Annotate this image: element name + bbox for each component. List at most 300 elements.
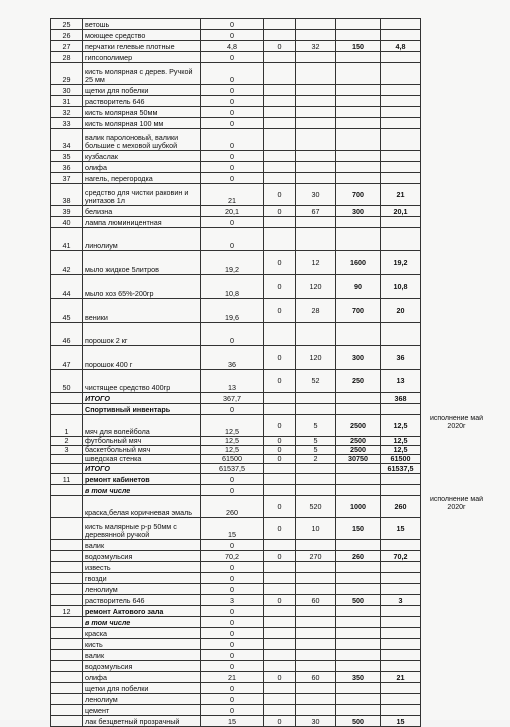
col-5 xyxy=(296,661,336,672)
col-7: 36 xyxy=(381,346,421,370)
table-row xyxy=(51,41,493,52)
row-number: 50 xyxy=(51,370,83,393)
col-6: 350 xyxy=(336,672,381,683)
quantity: 13 xyxy=(201,370,264,393)
note xyxy=(421,540,493,551)
quantity: 3 xyxy=(201,595,264,606)
quantity: 15 xyxy=(201,518,264,540)
row-number xyxy=(51,562,83,573)
item-name: нагель, перегородка xyxy=(83,173,201,184)
col-6 xyxy=(336,639,381,650)
col-4 xyxy=(264,129,296,151)
note xyxy=(421,173,493,184)
row-number: 42 xyxy=(51,251,83,275)
col-7: 21 xyxy=(381,672,421,683)
quantity: 0 xyxy=(201,19,264,30)
col-7 xyxy=(381,661,421,672)
quantity: 21 xyxy=(201,184,264,206)
col-7 xyxy=(381,650,421,661)
row-number: 12 xyxy=(51,606,83,617)
note xyxy=(421,661,493,672)
col-7: 15 xyxy=(381,518,421,540)
item-name: олифа xyxy=(83,162,201,173)
quantity: 0 xyxy=(201,151,264,162)
note xyxy=(421,275,493,299)
col-7 xyxy=(381,151,421,162)
col-5 xyxy=(296,464,336,474)
quantity: 12,5 xyxy=(201,437,264,446)
row-number xyxy=(51,584,83,595)
col-5 xyxy=(296,584,336,595)
note xyxy=(421,404,493,415)
quantity: 0 xyxy=(201,52,264,63)
row-number xyxy=(51,485,83,496)
item-name: краска,белая коричневая эмаль xyxy=(83,496,201,518)
col-6 xyxy=(336,404,381,415)
note xyxy=(421,85,493,96)
col-6 xyxy=(336,628,381,639)
item-name: цемент xyxy=(83,705,201,716)
col-5 xyxy=(296,217,336,228)
col-5 xyxy=(296,30,336,41)
quantity: 61500 xyxy=(201,455,264,464)
table-row xyxy=(51,217,493,228)
item-name: чистящее средство 400гр xyxy=(83,370,201,393)
col-6 xyxy=(336,323,381,346)
table-row xyxy=(51,415,493,437)
col-7 xyxy=(381,683,421,694)
col-5 xyxy=(296,404,336,415)
col-4: 0 xyxy=(264,672,296,683)
quantity: 61537,5 xyxy=(201,464,264,474)
col-6: 700 xyxy=(336,299,381,323)
col-5: 60 xyxy=(296,672,336,683)
item-name: лампа люминицентная xyxy=(83,217,201,228)
col-4 xyxy=(264,683,296,694)
item-name: кисть малярные р-р 50мм с деревянной ручкой xyxy=(83,518,201,540)
row-number: 37 xyxy=(51,173,83,184)
col-6: 700 xyxy=(336,184,381,206)
note xyxy=(421,41,493,52)
row-number xyxy=(51,617,83,628)
col-5 xyxy=(296,540,336,551)
col-7 xyxy=(381,404,421,415)
col-5: 10 xyxy=(296,518,336,540)
note xyxy=(421,628,493,639)
col-4 xyxy=(264,464,296,474)
quantity: 20,1 xyxy=(201,206,264,217)
col-7 xyxy=(381,705,421,716)
col-4 xyxy=(264,85,296,96)
item-name: перчатки гелевые плотные xyxy=(83,41,201,52)
item-name: валик паролоновый, валики большие с меховой шубкой xyxy=(83,129,201,151)
col-7: 61500 xyxy=(381,455,421,464)
col-6 xyxy=(336,96,381,107)
col-6 xyxy=(336,485,381,496)
col-5: 2 xyxy=(296,455,336,464)
note xyxy=(421,446,493,455)
table-row xyxy=(51,96,493,107)
col-5: 270 xyxy=(296,551,336,562)
row-number: 35 xyxy=(51,151,83,162)
col-5: 67 xyxy=(296,206,336,217)
col-4 xyxy=(264,650,296,661)
row-number: 26 xyxy=(51,30,83,41)
row-number xyxy=(51,705,83,716)
note xyxy=(421,217,493,228)
col-6 xyxy=(336,606,381,617)
quantity: 0 xyxy=(201,85,264,96)
col-5 xyxy=(296,683,336,694)
col-5: 5 xyxy=(296,437,336,446)
col-6 xyxy=(336,19,381,30)
item-name: растворитель 646 xyxy=(83,595,201,606)
col-6: 1600 xyxy=(336,251,381,275)
quantity: 0 xyxy=(201,705,264,716)
col-7 xyxy=(381,19,421,30)
col-6 xyxy=(336,617,381,628)
col-7 xyxy=(381,639,421,650)
col-4: 0 xyxy=(264,251,296,275)
note xyxy=(421,346,493,370)
col-6: 2500 xyxy=(336,415,381,437)
col-6 xyxy=(336,650,381,661)
col-5 xyxy=(296,52,336,63)
item-name: гвозди xyxy=(83,573,201,584)
note xyxy=(421,650,493,661)
quantity: 19,6 xyxy=(201,299,264,323)
col-6 xyxy=(336,464,381,474)
col-4 xyxy=(264,705,296,716)
quantity: 70,2 xyxy=(201,551,264,562)
quantity: 0 xyxy=(201,584,264,595)
row-number xyxy=(51,404,83,415)
col-6 xyxy=(336,107,381,118)
quantity: 0 xyxy=(201,540,264,551)
note xyxy=(421,683,493,694)
col-6: 260 xyxy=(336,551,381,562)
item-name: в том числе xyxy=(83,617,201,628)
row-number xyxy=(51,639,83,650)
col-7 xyxy=(381,617,421,628)
col-7 xyxy=(381,107,421,118)
quantity: 0 xyxy=(201,173,264,184)
note xyxy=(421,518,493,540)
note xyxy=(421,107,493,118)
table-row xyxy=(51,716,493,727)
note xyxy=(421,617,493,628)
col-5 xyxy=(296,107,336,118)
item-name: кисть молярная 50мм xyxy=(83,107,201,118)
col-6 xyxy=(336,63,381,85)
row-number: 30 xyxy=(51,85,83,96)
item-name: водоэмульсия xyxy=(83,661,201,672)
quantity: 0 xyxy=(201,107,264,118)
row-number: 33 xyxy=(51,118,83,129)
quantity: 0 xyxy=(201,129,264,151)
item-name: краска xyxy=(83,628,201,639)
col-5 xyxy=(296,19,336,30)
col-4: 0 xyxy=(264,446,296,455)
col-5 xyxy=(296,85,336,96)
note xyxy=(421,228,493,251)
row-number: 3 xyxy=(51,446,83,455)
col-4: 0 xyxy=(264,595,296,606)
table-row xyxy=(51,370,493,393)
col-7 xyxy=(381,606,421,617)
item-name: водоэмульсия xyxy=(83,551,201,562)
quantity: 0 xyxy=(201,628,264,639)
col-5 xyxy=(296,617,336,628)
note: исполнение май 2020г xyxy=(429,414,483,430)
item-name: кисть молярная 100 мм xyxy=(83,118,201,129)
col-6: 1000 xyxy=(336,496,381,518)
item-name: валик xyxy=(83,540,201,551)
col-4: 0 xyxy=(264,415,296,437)
row-number xyxy=(51,393,83,404)
quantity: 0 xyxy=(201,694,264,705)
quantity: 15 xyxy=(201,716,264,727)
note xyxy=(421,118,493,129)
table-row xyxy=(51,129,493,151)
col-7: 19,2 xyxy=(381,251,421,275)
col-7 xyxy=(381,694,421,705)
row-number: 34 xyxy=(51,129,83,151)
table-row xyxy=(51,85,493,96)
note xyxy=(421,151,493,162)
col-4 xyxy=(264,217,296,228)
col-5 xyxy=(296,173,336,184)
table-row xyxy=(51,228,493,251)
col-7: 12,5 xyxy=(381,415,421,437)
note xyxy=(421,299,493,323)
col-7 xyxy=(381,118,421,129)
col-4 xyxy=(264,628,296,639)
row-number: 2 xyxy=(51,437,83,446)
table-row xyxy=(51,705,493,716)
table-row xyxy=(51,551,493,562)
row-number: 27 xyxy=(51,41,83,52)
item-name: щетки для побелки xyxy=(83,85,201,96)
quantity: 0 xyxy=(201,617,264,628)
note xyxy=(421,437,493,446)
table-row xyxy=(51,299,493,323)
col-7: 21 xyxy=(381,184,421,206)
budget-table xyxy=(50,18,493,727)
table-row xyxy=(51,404,493,415)
item-name: известь xyxy=(83,562,201,573)
row-number xyxy=(51,661,83,672)
col-6: 30750 xyxy=(336,455,381,464)
row-number xyxy=(51,518,83,540)
col-5 xyxy=(296,705,336,716)
note xyxy=(421,464,493,474)
col-5: 5 xyxy=(296,415,336,437)
note xyxy=(421,584,493,595)
table-row xyxy=(51,19,493,30)
item-name: белизна xyxy=(83,206,201,217)
col-4 xyxy=(264,694,296,705)
col-4: 0 xyxy=(264,551,296,562)
quantity: 0 xyxy=(201,228,264,251)
col-5 xyxy=(296,228,336,251)
col-6 xyxy=(336,228,381,251)
col-7 xyxy=(381,474,421,485)
col-7: 20 xyxy=(381,299,421,323)
note xyxy=(421,573,493,584)
quantity: 0 xyxy=(201,485,264,496)
item-name: ИТОГО xyxy=(83,393,201,404)
item-name: линолиум xyxy=(83,228,201,251)
item-name: баскетбольный мяч xyxy=(83,446,201,455)
table-row xyxy=(51,151,493,162)
col-7 xyxy=(381,173,421,184)
row-number: 46 xyxy=(51,323,83,346)
col-5: 12 xyxy=(296,251,336,275)
col-5: 28 xyxy=(296,299,336,323)
row-number xyxy=(51,716,83,727)
item-name: веники xyxy=(83,299,201,323)
table-row xyxy=(51,63,493,85)
item-name: ленолиум xyxy=(83,584,201,595)
col-4: 0 xyxy=(264,206,296,217)
col-7 xyxy=(381,323,421,346)
col-5 xyxy=(296,393,336,404)
col-4: 0 xyxy=(264,437,296,446)
col-4 xyxy=(264,173,296,184)
quantity: 0 xyxy=(201,661,264,672)
col-5 xyxy=(296,162,336,173)
item-name: ремонт кабинетов xyxy=(83,474,201,485)
item-name: мыло хоз 65%-200гр xyxy=(83,275,201,299)
col-7 xyxy=(381,96,421,107)
quantity: 0 xyxy=(201,683,264,694)
item-name: моющее средство xyxy=(83,30,201,41)
table-row xyxy=(51,518,493,540)
note xyxy=(421,96,493,107)
table-body xyxy=(51,19,493,727)
col-4: 0 xyxy=(264,275,296,299)
col-4 xyxy=(264,540,296,551)
col-6: 90 xyxy=(336,275,381,299)
table-row xyxy=(51,275,493,299)
col-7 xyxy=(381,30,421,41)
note xyxy=(421,551,493,562)
col-6 xyxy=(336,474,381,485)
quantity: 36 xyxy=(201,346,264,370)
table-row xyxy=(51,485,493,496)
table-row xyxy=(51,393,493,404)
table-row xyxy=(51,455,493,464)
col-6 xyxy=(336,562,381,573)
row-number: 36 xyxy=(51,162,83,173)
row-number xyxy=(51,464,83,474)
col-5: 5 xyxy=(296,446,336,455)
row-number xyxy=(51,496,83,518)
col-6 xyxy=(336,683,381,694)
table-row xyxy=(51,446,493,455)
note xyxy=(421,595,493,606)
table-row xyxy=(51,650,493,661)
col-4 xyxy=(264,19,296,30)
table-row xyxy=(51,694,493,705)
row-number: 32 xyxy=(51,107,83,118)
item-name: ИТОГО xyxy=(83,464,201,474)
col-5 xyxy=(296,639,336,650)
col-4 xyxy=(264,573,296,584)
note xyxy=(421,63,493,85)
col-7: 3 xyxy=(381,595,421,606)
col-4: 0 xyxy=(264,716,296,727)
table-row xyxy=(51,672,493,683)
col-7: 368 xyxy=(381,393,421,404)
table-row xyxy=(51,118,493,129)
note xyxy=(421,606,493,617)
col-7 xyxy=(381,85,421,96)
col-4 xyxy=(264,617,296,628)
col-5 xyxy=(296,129,336,151)
note xyxy=(421,370,493,393)
note xyxy=(421,251,493,275)
col-7: 15 xyxy=(381,716,421,727)
note xyxy=(421,672,493,683)
col-7: 4,8 xyxy=(381,41,421,52)
table-row xyxy=(51,30,493,41)
col-4: 0 xyxy=(264,496,296,518)
col-5 xyxy=(296,694,336,705)
col-6: 300 xyxy=(336,346,381,370)
col-4 xyxy=(264,63,296,85)
col-5 xyxy=(296,118,336,129)
col-6 xyxy=(336,30,381,41)
item-name: лак безцветный прозрачный xyxy=(83,716,201,727)
quantity: 0 xyxy=(201,404,264,415)
col-5: 32 xyxy=(296,41,336,52)
col-4 xyxy=(264,107,296,118)
table-row xyxy=(51,184,493,206)
col-4 xyxy=(264,323,296,346)
col-4: 0 xyxy=(264,184,296,206)
table-row xyxy=(51,474,493,485)
col-7 xyxy=(381,628,421,639)
table-row xyxy=(51,162,493,173)
quantity: 10,8 xyxy=(201,275,264,299)
col-5: 60 xyxy=(296,595,336,606)
row-number: 40 xyxy=(51,217,83,228)
note xyxy=(421,716,493,727)
row-number xyxy=(51,694,83,705)
quantity: 0 xyxy=(201,63,264,85)
row-number: 11 xyxy=(51,474,83,485)
col-4 xyxy=(264,661,296,672)
table-row xyxy=(51,173,493,184)
note xyxy=(421,705,493,716)
item-name: Спортивный инвентарь xyxy=(83,404,201,415)
quantity: 0 xyxy=(201,573,264,584)
note xyxy=(421,694,493,705)
row-number: 39 xyxy=(51,206,83,217)
col-4 xyxy=(264,474,296,485)
col-4 xyxy=(264,584,296,595)
row-number xyxy=(51,573,83,584)
col-7 xyxy=(381,63,421,85)
col-5: 120 xyxy=(296,275,336,299)
col-7 xyxy=(381,485,421,496)
item-name: футбольный мяч xyxy=(83,437,201,446)
note xyxy=(421,485,493,496)
col-7: 20,1 xyxy=(381,206,421,217)
col-6: 500 xyxy=(336,595,381,606)
